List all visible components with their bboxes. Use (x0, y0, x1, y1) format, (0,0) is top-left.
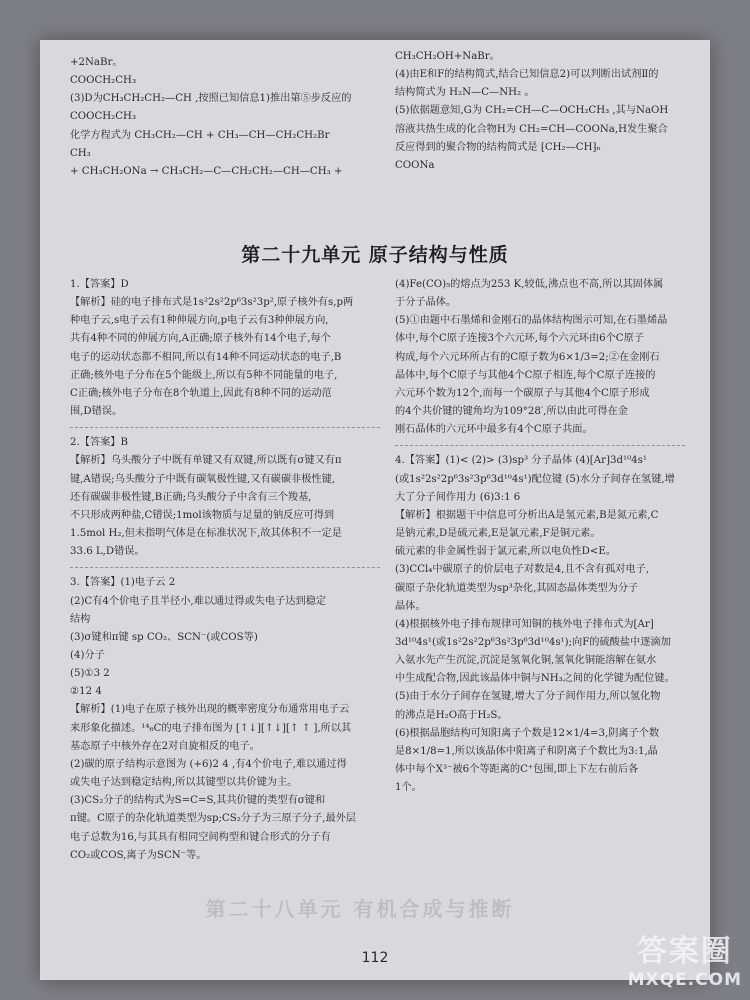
text-line: COOCH₂CH₃ (70, 111, 137, 123)
text-line: 是8×1/8=1,所以该晶体中阳离子和阴离子个数比为3:1,晶 (395, 745, 658, 757)
text-line: 2.【答案】B (70, 437, 128, 449)
text-line: (3)D为CH₃CH₂CH₂—CH ,按照已知信息1)推出第⑤步反应的 (70, 93, 352, 105)
text-line: (2)C有4个价电子且半径小,难以通过得或失电子达到稳定 (70, 595, 327, 607)
text-line: 溶液共热生成的化合物H为 CH₂=CH—COONa,H发生聚合 (395, 123, 668, 135)
text-line: 的沸点是H₂O高于H₂S。 (395, 709, 508, 721)
text-line: 晶体。 (395, 600, 426, 612)
right-top-block (395, 48, 685, 175)
text-line: 基态原子中核外存在2对自旋相反的电子。 (70, 740, 260, 752)
text-line: (6)根据晶胞结构可知阳离子个数是12×1/4=3,阴离子个数 (395, 727, 660, 739)
watermark-logo (628, 926, 742, 990)
text-line: 结构简式为 H₂N—C—NH₂ 。 (395, 87, 535, 99)
text-line: 是钠元素,D是硫元素,E是氯元素,F是铜元素。 (395, 528, 601, 540)
text-line: (3)σ键和π键 sp CO₂、SCN⁻(或COS等) (70, 631, 258, 643)
text-line: (5)①3 2 (70, 668, 110, 680)
watermark-text: 答案圈 (636, 934, 733, 969)
text-line: 大了分子间作用力 (6)3:1 6 (395, 491, 521, 503)
text-line: (3)CCl₄中碳原子的价层电子对数是4,且不含有孤对电子, (395, 564, 650, 576)
text-line: 【解析】根据题干中信息可分析出A是氢元素,B是氮元素,C (395, 509, 659, 521)
text-line: 【解析】(1)电子在原子核外出现的概率密度分布通常用电子云 (70, 704, 350, 716)
text-line: (5)依据题意知,G为 CH₂=CH—C—OCH₂CH₃ ,其与NaOH (395, 105, 669, 117)
text-line: 【解析】硅的电子排布式是1s²2s²2p⁶3s²3p²,原子核外有s,p两 (70, 297, 354, 309)
text-line: C正确;核外电子分布在8个轨道上,因此有8种不同的运动范 (70, 387, 332, 399)
text-line: COONa (395, 159, 435, 171)
left-top-block (70, 54, 380, 181)
section-divider (70, 567, 380, 568)
text-line: (5)由于水分子间存在氢键,增大了分子间作用力,所以氢化物 (395, 691, 661, 703)
text-line: 正确;核外电子分布在5个能级上,所以有5种不同能量的电子, (70, 369, 338, 381)
text-line: 化学方程式为 CH₃CH₂—CH + CH₃—CH—CH₂CH₂Br (70, 129, 330, 141)
text-line: 来形象化描述。¹⁴₆C的电子排布图为 [↑↓][↑↓][↑ ↑ ],所以其 (70, 722, 352, 734)
text-line: 或失电子达到稳定结构,所以其键型以共价键为主。 (70, 777, 298, 789)
text-line: (5)①由题中石墨烯和金刚石的晶体结构图示可知,在石墨烯晶 (395, 315, 668, 327)
text-line: 1.【答案】D (70, 279, 129, 290)
text-line: (3)CS₂分子的结构式为S=C=S,其共价键的类型有σ键和 (70, 795, 326, 807)
text-line: 共有4种不同的伸展方向,A正确;原子核外有14个电子,每个 (70, 333, 331, 345)
faded-unit-heading: 第二十八单元 有机合成与推断 (205, 897, 515, 921)
text-line: π键。C原子的杂化轨道类型为sp;CS₂分子为三原子分子,最外层 (70, 813, 357, 825)
text-line: 电子的运动状态都不相同,所以有14种不同运动状态的电子,B (70, 351, 342, 363)
left-answer-column (70, 276, 380, 865)
page-number: 112 (361, 950, 389, 966)
text-line: 中生成配合物,因此该晶体中铜与NH₃之间的化学键为配位键。 (395, 673, 675, 685)
watermark-url: MXQE.COM (627, 970, 742, 990)
text-line: 体中每个X³⁻被6个等距离的C⁺包围,即上下左右前后各 (395, 764, 639, 776)
text-line: CH₃ (70, 147, 91, 159)
text-line: 围,D错误。 (70, 406, 123, 418)
text-line: (4)Fe(CO)₅的熔点为253 K,较低,沸点也不高,所以其固体属 (395, 279, 664, 290)
text-line: 33.6 L,D错误。 (70, 546, 145, 558)
text-line: 键,A错误;乌头酸分子中既有碳氧极性键,又有碳碳非极性键, (70, 473, 336, 485)
text-line: 硫元素的非金属性弱于氯元素,所以电负性D<E。 (395, 546, 616, 558)
text-line: 结构 (70, 613, 91, 625)
text-line: 入氨水先产生沉淀,沉淀是氢氧化铜,氢氧化铜能溶解在氨水 (395, 655, 657, 667)
text-line: 体中,每个C原子连接3个六元环,每个六元环由6个C原子 (395, 333, 644, 345)
text-line: 碳原子杂化轨道类型为sp³杂化,其固态晶体类型为分子 (395, 582, 639, 594)
text-line: 4.【答案】(1)< (2)> (3)sp³ 分子晶体 (4)[Ar]3d¹⁰4s¹ (395, 455, 647, 467)
text-line: 的4个共价键的键角均为109°28′,所以由此可得在金 (395, 406, 628, 418)
text-line: (4)根据核外电子排布规律可知铜的核外电子排布式为[Ar] (395, 618, 654, 630)
text-line: 还有碳碳非极性键,B正确;乌头酸分子中含有三个羧基, (70, 491, 312, 503)
text-line: 反应得到的聚合物的结构简式是 ⁅CH₂—CH⁆ₙ (395, 141, 601, 153)
text-line: ②12 4 (70, 686, 102, 698)
text-line: 六元环个数为12个,而每一个碳原子与其他4个C原子形成 (395, 387, 650, 399)
text-line: 不只形成两种盐,C错误;1mol该物质与足量的钠反应可得到 (70, 509, 335, 521)
text-line: (2)碳的原子结构示意图为 (+6)2 4 ,有4个价电子,难以通过得 (70, 758, 347, 770)
section-title: 第二十九单元 原子结构与性质 (241, 244, 509, 266)
text-line: (4)分子 (70, 649, 105, 661)
section-divider (395, 445, 685, 446)
text-line: (或1s²2s²2p⁶3s²3p⁶3d¹⁰4s¹)配位键 (5)水分子间存在氢键,增 (395, 473, 675, 485)
text-line: CO₂或COS,离子为SCN⁻等。 (70, 849, 207, 861)
text-line: (4)由E和F的结构简式,结合已知信息2)可以判断出试剂Ⅱ的 (395, 69, 659, 81)
text-line: 3d¹⁰4s¹(或1s²2s²2p⁶3s²3p⁶3d¹⁰4s¹);向F的硫酸盐中逐滴加 (395, 636, 671, 648)
text-line: CH₃CH₂OH+NaBr。 (395, 51, 500, 62)
text-line: 刚石晶体的六元环中最多有4个C原子共面。 (395, 424, 593, 436)
right-answer-column (395, 276, 685, 797)
text-line: 1.5mol H₂,但未指明气体是在标准状况下,故其体积不一定是 (70, 528, 342, 540)
text-line: 1个。 (395, 782, 422, 794)
text-line: 3.【答案】(1)电子云 2 (70, 577, 176, 589)
text-line: COOCH₂CH₃ (70, 75, 137, 87)
text-line: +2NaBr。 (70, 57, 123, 68)
text-line: 构成,每个六元环所占有的C原子数为6×1/3=2;②在金刚石 (395, 351, 660, 363)
text-line: 【解析】乌头酸分子中既有单键又有双键,所以既有σ键又有π (70, 455, 342, 467)
text-line: 晶体中,每个C原子与其他4个C原子相连,每个C原子连接的 (395, 369, 656, 381)
text-line: + CH₃CH₂ONa → CH₃CH₂—C—CH₂CH₂—CH—CH₃ + (70, 165, 343, 177)
textbook-page (40, 40, 710, 980)
text-line: 于分子晶体。 (395, 297, 457, 309)
text-line: 电子总数为16,与其具有相同空间构型和键合形式的分子有 (70, 831, 331, 843)
section-divider (70, 427, 380, 428)
text-line: 种电子云,s电子云有1种伸展方向,p电子云有3种伸展方向, (70, 315, 329, 327)
